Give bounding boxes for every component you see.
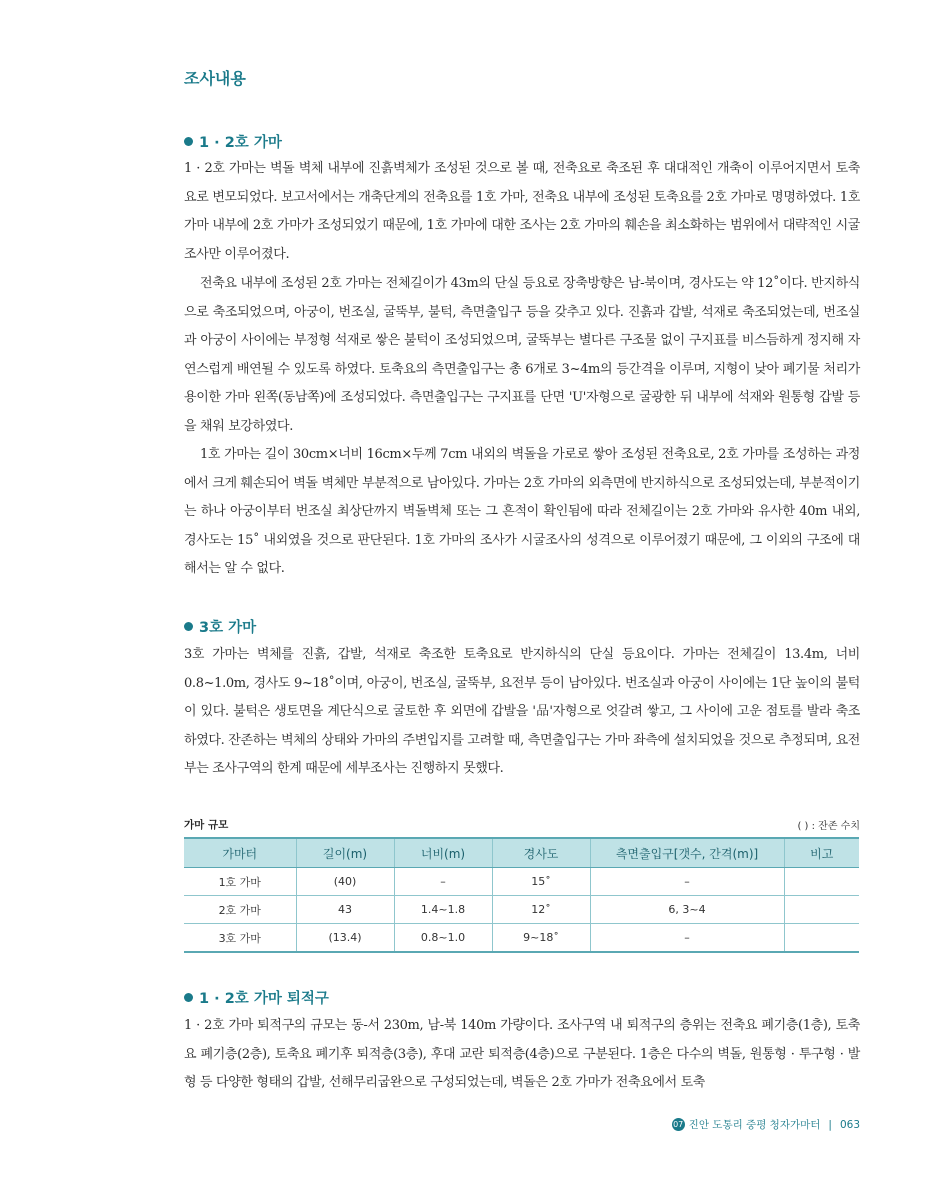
- table-cell: 6, 3~4: [590, 896, 784, 924]
- table-cell: 12˚: [492, 896, 590, 924]
- column-header: 길이(m): [296, 838, 394, 868]
- paragraph: 3호 가마는 벽체를 진흙, 갑발, 석재로 축조한 토축요로 반지하식의 단실 등요이다. 가마는 전체길이 13.4m, 너비 0.8~1.0m, 경사도 9~18˚이며, 아궁이, 번조실, 굴뚝부, 요전부 등이 남아있다. 번조실과 아궁이 사이에는 1단 높이의 불턱이 있다. 불턱은 생토면을 계단식으로 굴토한 후 외면에 갑발을 '品'자형으로 엇갈려 쌓고, 그 사이에 고운 점토를 발라 축조하였다. 잔존하는 벽체의 상태와 가마의 주변입지를 고려할 때, 측면출입구는 가마 좌측에 설치되었을 것으로 추정되며, 요전부는 조사구역의 한계 때문에 세부조사는 진행하지 못했다.: [184, 647, 860, 777]
- table-cell: 43: [296, 896, 394, 924]
- subheading-kiln-3: [184, 616, 256, 637]
- table-row: [184, 868, 859, 896]
- bullet-icon: [184, 137, 193, 146]
- page-footer: [672, 1117, 860, 1132]
- table-cell: [784, 868, 859, 896]
- table-cell: 1.4~1.8: [394, 896, 492, 924]
- column-header: 비고: [784, 838, 859, 868]
- kiln-size-table: [184, 837, 859, 953]
- footer-separator: |: [828, 1118, 832, 1131]
- subheading-deposit: [184, 987, 329, 1008]
- table-cell: (40): [296, 868, 394, 896]
- bullet-icon: [184, 993, 193, 1002]
- table-cell: –: [590, 924, 784, 953]
- table-cell: [784, 896, 859, 924]
- table-cell: –: [590, 868, 784, 896]
- table-note: ( ) : 잔존 수치: [797, 821, 860, 832]
- table-cell: [784, 924, 859, 953]
- table-caption: 가마 규모: [184, 819, 229, 831]
- chapter-number-badge: 07: [673, 1120, 684, 1129]
- table-cell: –: [394, 868, 492, 896]
- table-cell: 2호 가마: [184, 896, 296, 924]
- column-header: 경사도: [492, 838, 590, 868]
- subheading-kiln-1-2: [184, 131, 282, 152]
- table-cell: 1호 가마: [184, 868, 296, 896]
- column-header: 가마터: [184, 838, 296, 868]
- paragraph: 1호 가마는 길이 30cm×너비 16cm×두께 7cm 내외의 벽돌을 가로로 쌓아 조성된 전축요로, 2호 가마를 조성하는 과정에서 크게 훼손되어 벽돌 벽체만 부분적으로 남아있다. 가마는 2호 가마의 외측면에 반지하식으로 조성되었는데, 부분적이기는 하나 아궁이부터 번조실 최상단까지 벽돌벽체 또는 그 흔적이 확인됨에 따라 전체길이는 2호 가마와 유사한 40m 내외, 경사도는 15˚ 내외였을 것으로 판단된다. 1호 가마의 조사가 시굴조사의 성격으로 이루어졌기 때문에, 그 이외의 구조에 대해서는 알 수 없다.: [184, 447, 860, 577]
- table-header-row: [184, 838, 859, 868]
- subheading-text: 1 · 2호 가마: [199, 135, 282, 151]
- subheading-text: 1 · 2호 가마 퇴적구: [199, 991, 329, 1007]
- paragraph: 1 · 2호 가마는 벽돌 벽체 내부에 진흙벽체가 조성된 것으로 볼 때, 전축요로 축조된 후 대대적인 개축이 이루어지면서 토축요로 변모되었다. 보고서에서는 개축단계의 전축요를 1호 가마, 전축요 내부에 조성된 토축요를 2호 가마로 명명하였다. 1호 가마 내부에 2호 가마가 조성되었기 때문에, 1호 가마에 대한 조사는 2호 가마의 훼손을 최소화하는 범위에서 대략적인 시굴조사만 이루어졌다.: [184, 161, 860, 262]
- page-number: 063: [839, 1118, 860, 1131]
- section-title: 조사내용: [184, 69, 246, 88]
- table-row: [184, 896, 859, 924]
- chapter-title: 진안 도통리 중평 청자가마터: [688, 1119, 821, 1131]
- column-header: 너비(m): [394, 838, 492, 868]
- bullet-icon: [184, 622, 193, 631]
- table-row: [184, 924, 859, 953]
- table-cell: 9~18˚: [492, 924, 590, 953]
- subheading-text: 3호 가마: [199, 620, 257, 636]
- table-cell: 3호 가마: [184, 924, 296, 953]
- paragraph: 1 · 2호 가마 퇴적구의 규모는 동-서 230m, 남-북 140m 가량이다. 조사구역 내 퇴적구의 층위는 전축요 폐기층(1층), 토축요 폐기층(2층), 토축요 폐기후 퇴적층(3층), 후대 교란 퇴적층(4층)으로 구분된다. 1층은 다수의 벽돌, 원통형 · 투구형 · 발형 등 다양한 형태의 갑발, 선해무리굽완으로 구성되었는데, 벽돌은 2호 가마가 전축요에서 토축: [184, 1018, 860, 1091]
- table-cell: 15˚: [492, 868, 590, 896]
- table-cell: 0.8~1.0: [394, 924, 492, 953]
- column-header: 측면출입구[갯수, 간격(m)]: [590, 838, 784, 868]
- paragraph: 전축요 내부에 조성된 2호 가마는 전체길이가 43m의 단실 등요로 장축방향은 남-북이며, 경사도는 약 12˚이다. 반지하식으로 축조되었으며, 아궁이, 번조실, 굴뚝부, 불턱, 측면출입구 등을 갖추고 있다. 진흙과 갑발, 석재로 축조되었는데, 번조실과 아궁이 사이에는 부정형 석재로 쌓은 불턱이 조성되었으며, 굴뚝부는 별다른 구조물 없이 구지표를 비스듬하게 정지해 자연스럽게 배연될 수 있도록 하였다. 토축요의 측면출입구는 총 6개로 3~4m의 등간격을 이루며, 지형이 낮아 폐기물 처리가 용이한 가마 왼쪽(동남쪽)에 조성되었다. 측면출입구는 구지표를 단면 'U'자형으로 굴광한 뒤 내부에 석재와 원통형 갑발 등을 채워 보강하였다.: [184, 276, 860, 434]
- table-cell: (13.4): [296, 924, 394, 953]
